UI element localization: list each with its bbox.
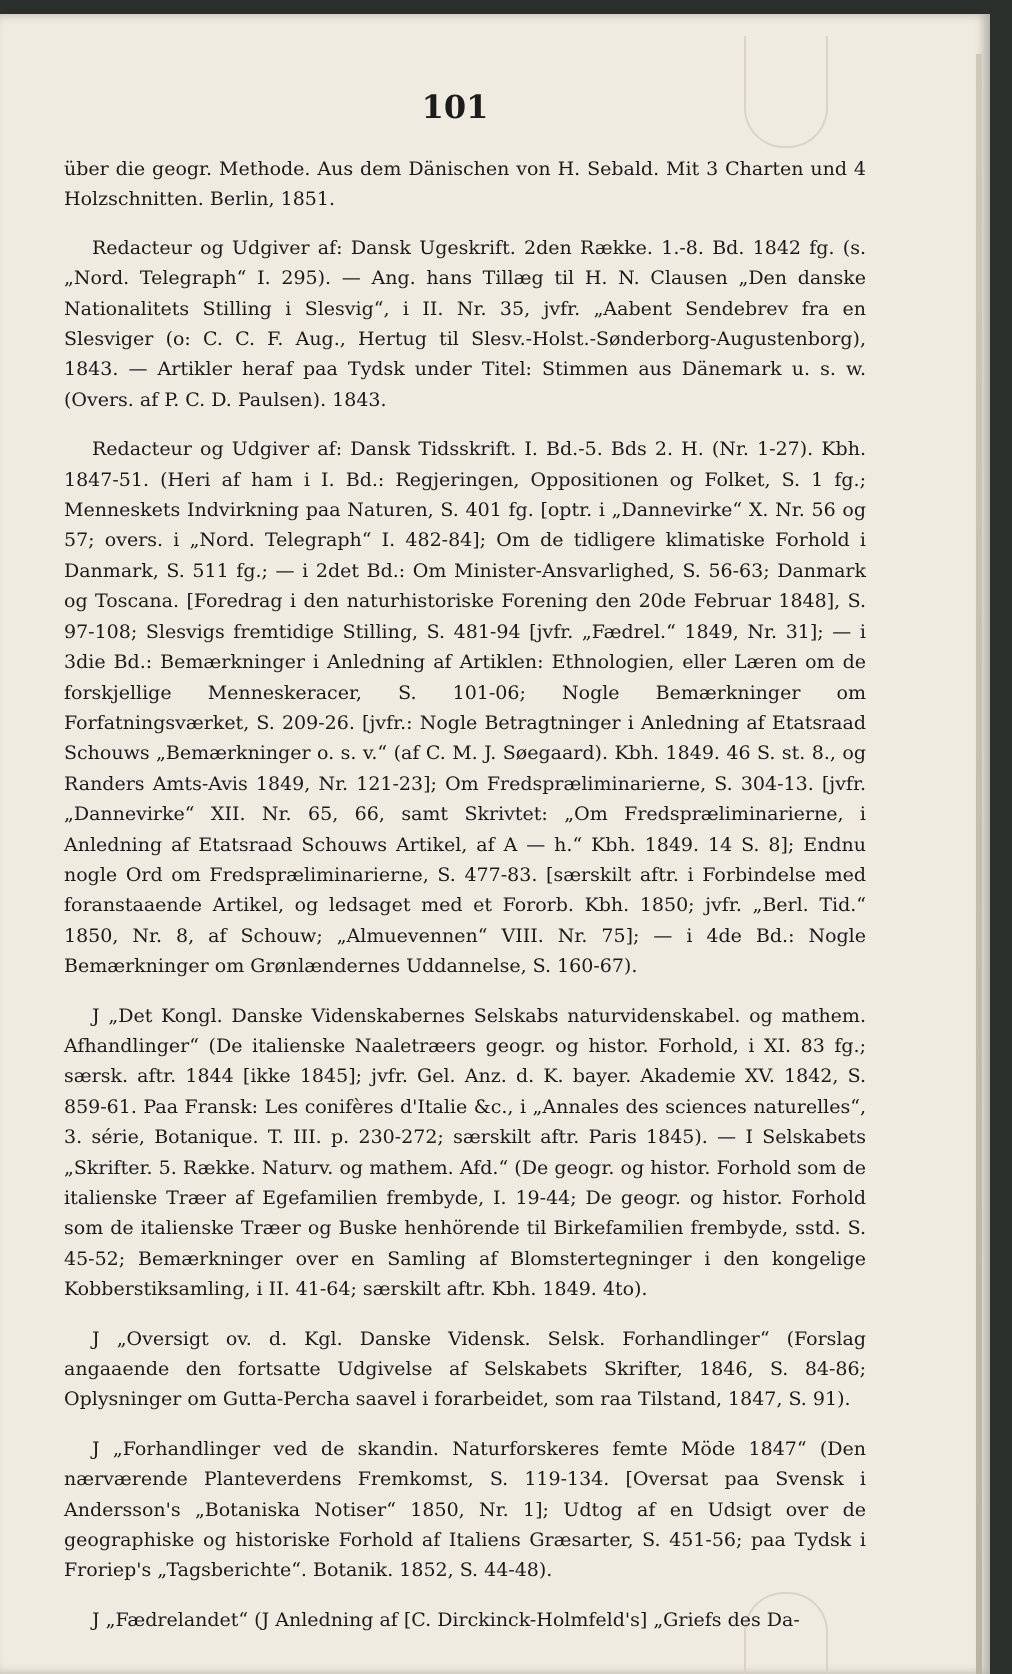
paragraph-dansk-tidsskrift: Redacteur og Udgiver af: Dansk Tidsskrift. I. Bd.-5. Bds 2. H. (Nr. 1-27). Kbh. 1847-51. (Heri af ham i I. Bd.: Regjeringen, Oppositionen og Folket, S. 1 fg.; Menneskets Indvirkning paa Naturen, S. 401 fg. [optr. i „Dannevirke“ X. Nr. 56 og 57; overs. i „Nord. Telegraph“ I. 482-84]; Om de tidligere klimatiske Forhold i Danmark, S. 511 fg.; — i 2det Bd.: Om Minister-Ansvarlighed, S. 56-63; Danmark og Toscana. [Foredrag i den naturhistoriske Forening den 20de Februar 1848], S. 97-108; Slesvigs fremtidige Stilling, S. 481-94 [jvfr. „Fædrel.“ 1849, Nr. 31]; — i 3die Bd.: Bemærkninger i Anledning af Artiklen: Ethnologien, eller Læren om de forskjellige Menneskeracer, S. 101-06; Nogle Bemærkninger om Forfatningsværket, S. 209-26. [jvfr.: Nogle Betragtninger i Anledning af Etatsraad Schouws „Bemærkninger o. s. v.“ (af C. M. J. Søegaard). Kbh. 1849. 46 S. st. 8., og Randers Amts-Avis 1849, Nr. 121-23]; Om Fredspræliminarierne, S. 304-13. [jvfr. „Dannevirke“ XII. Nr. 65, 66, samt Skrivtet: „Om Fredspræliminarierne, i Anledning af Etatsraad Schouws Artikel, af A — h.“ Kbh. 1849. 14 S. 8]; Endnu nogle Ord om Fredspræliminarierne, S. 477-83. [særskilt aftr. i Forbindelse med foranstaaende Artikel, og ledsaget med et Fororb. Kbh. 1850; jvfr. „Berl. Tid.“ 1850, Nr. 8, af Schouw; „Almuevennen“ VIII. Nr. 75]; — i 4de Bd.: Nogle Bemærkninger om Grønlændernes Uddannelse, S. 160-67). <box>64 438 866 978</box>
paragraph-continuation: über die geogr. Methode. Aus dem Dänischen von H. Sebald. Mit 3 Charten und 4 Holzschnitten. Berlin, 1851. <box>64 158 866 211</box>
paragraph-oversigt: J „Oversigt ov. d. Kgl. Danske Vidensk. Selsk. Forhandlinger“ (Forslag angaaende den fortsatte Udgivelse af Selskabets Skrifter, 1846, S. 84-86; Oplysninger om Gutta-Percha saavel i forarbeidet, som raa Tilstand, 1847, S. 91). <box>64 1327 866 1411</box>
page-number: 101 <box>421 88 489 126</box>
paragraph-videnskabernes-selskab: J „Det Kongl. Danske Videnskabernes Selskabs naturvidenskabel. og mathem. Afhandlinger“ (De italienske Naaletræers geogr. og histor. Forhold, i XI. 83 fg.; særsk. aftr. 1844 [ikke 1845]; jvfr. Gel. Anz. d. K. bayer. Akademie XV. 1842, S. 859-61. Paa Fransk: Les conifères d'Italie &c., i „Annales des sciences naturelles“, 3. série, Botanique. T. III. p. 230-272; særskilt aftr. Paris 1845). — I Selskabets „Skrifter. 5. Række. Naturv. og mathem. Afd.“ (De geogr. og histor. Forhold som de italienske Træer af Egefamilien frembyde, I. 19-44; De geogr. og histor. Forhold som de italienske Træer og Buske henhörende til Birkefamilien frembyde, sstd. S. 45-52; Bemærkninger over en Samling af Blomstertegninger i den kongelige Kobberstiksamling, i II. 41-64; særskilt aftr. Kbh. 1849. 4to). <box>64 1004 866 1301</box>
paragraph-faedrelandet: J „Fædrelandet“ (J Anledning af [C. Dirckinck-Holmfeld's] „Griefs des Da- <box>92 1608 800 1631</box>
paragraph-forhandlinger: J „Forhandlinger ved de skandin. Naturforskeres femte Möde 1847“ (Den nærværende Planteverdens Fremkomst, S. 119-134. [Oversat paa Svensk i Andersson's „Botaniska Notiser“ 1850, Nr. 1]; Udtog af en Udsigt over de geographiske og historiske Forhold af Italiens Græsarter, S. 451-56; paa Tydsk i Froriep's „Tagsberichte“. Botanik. 1852, S. 44-48). <box>64 1437 866 1582</box>
page-edge <box>976 54 982 1674</box>
paragraph-dansk-ugeskrift: Redacteur og Udgiver af: Dansk Ugeskrift. 2den Række. 1.-8. Bd. 1842 fg. (s. „Nord. Telegraph“ I. 295). — Ang. hans Tillæg til H. N. Clausen „Den danske Nationalitets Stilling i Slesvig“, i II. Nr. 35, jvfr. „Aabent Sendebrev fra en Slesviger (o: C. C. F. Aug., Hertug til Slesv.-Holst.-Sønderborg-Augustenborg), 1843. — Artikler heraf paa Tydsk under Titel: Stimmen aus Dänemark u. s. w. (Overs. af P. C. D. Paulsen). 1843. <box>64 236 866 411</box>
page-body <box>64 154 866 1654</box>
book-page <box>0 14 990 1674</box>
